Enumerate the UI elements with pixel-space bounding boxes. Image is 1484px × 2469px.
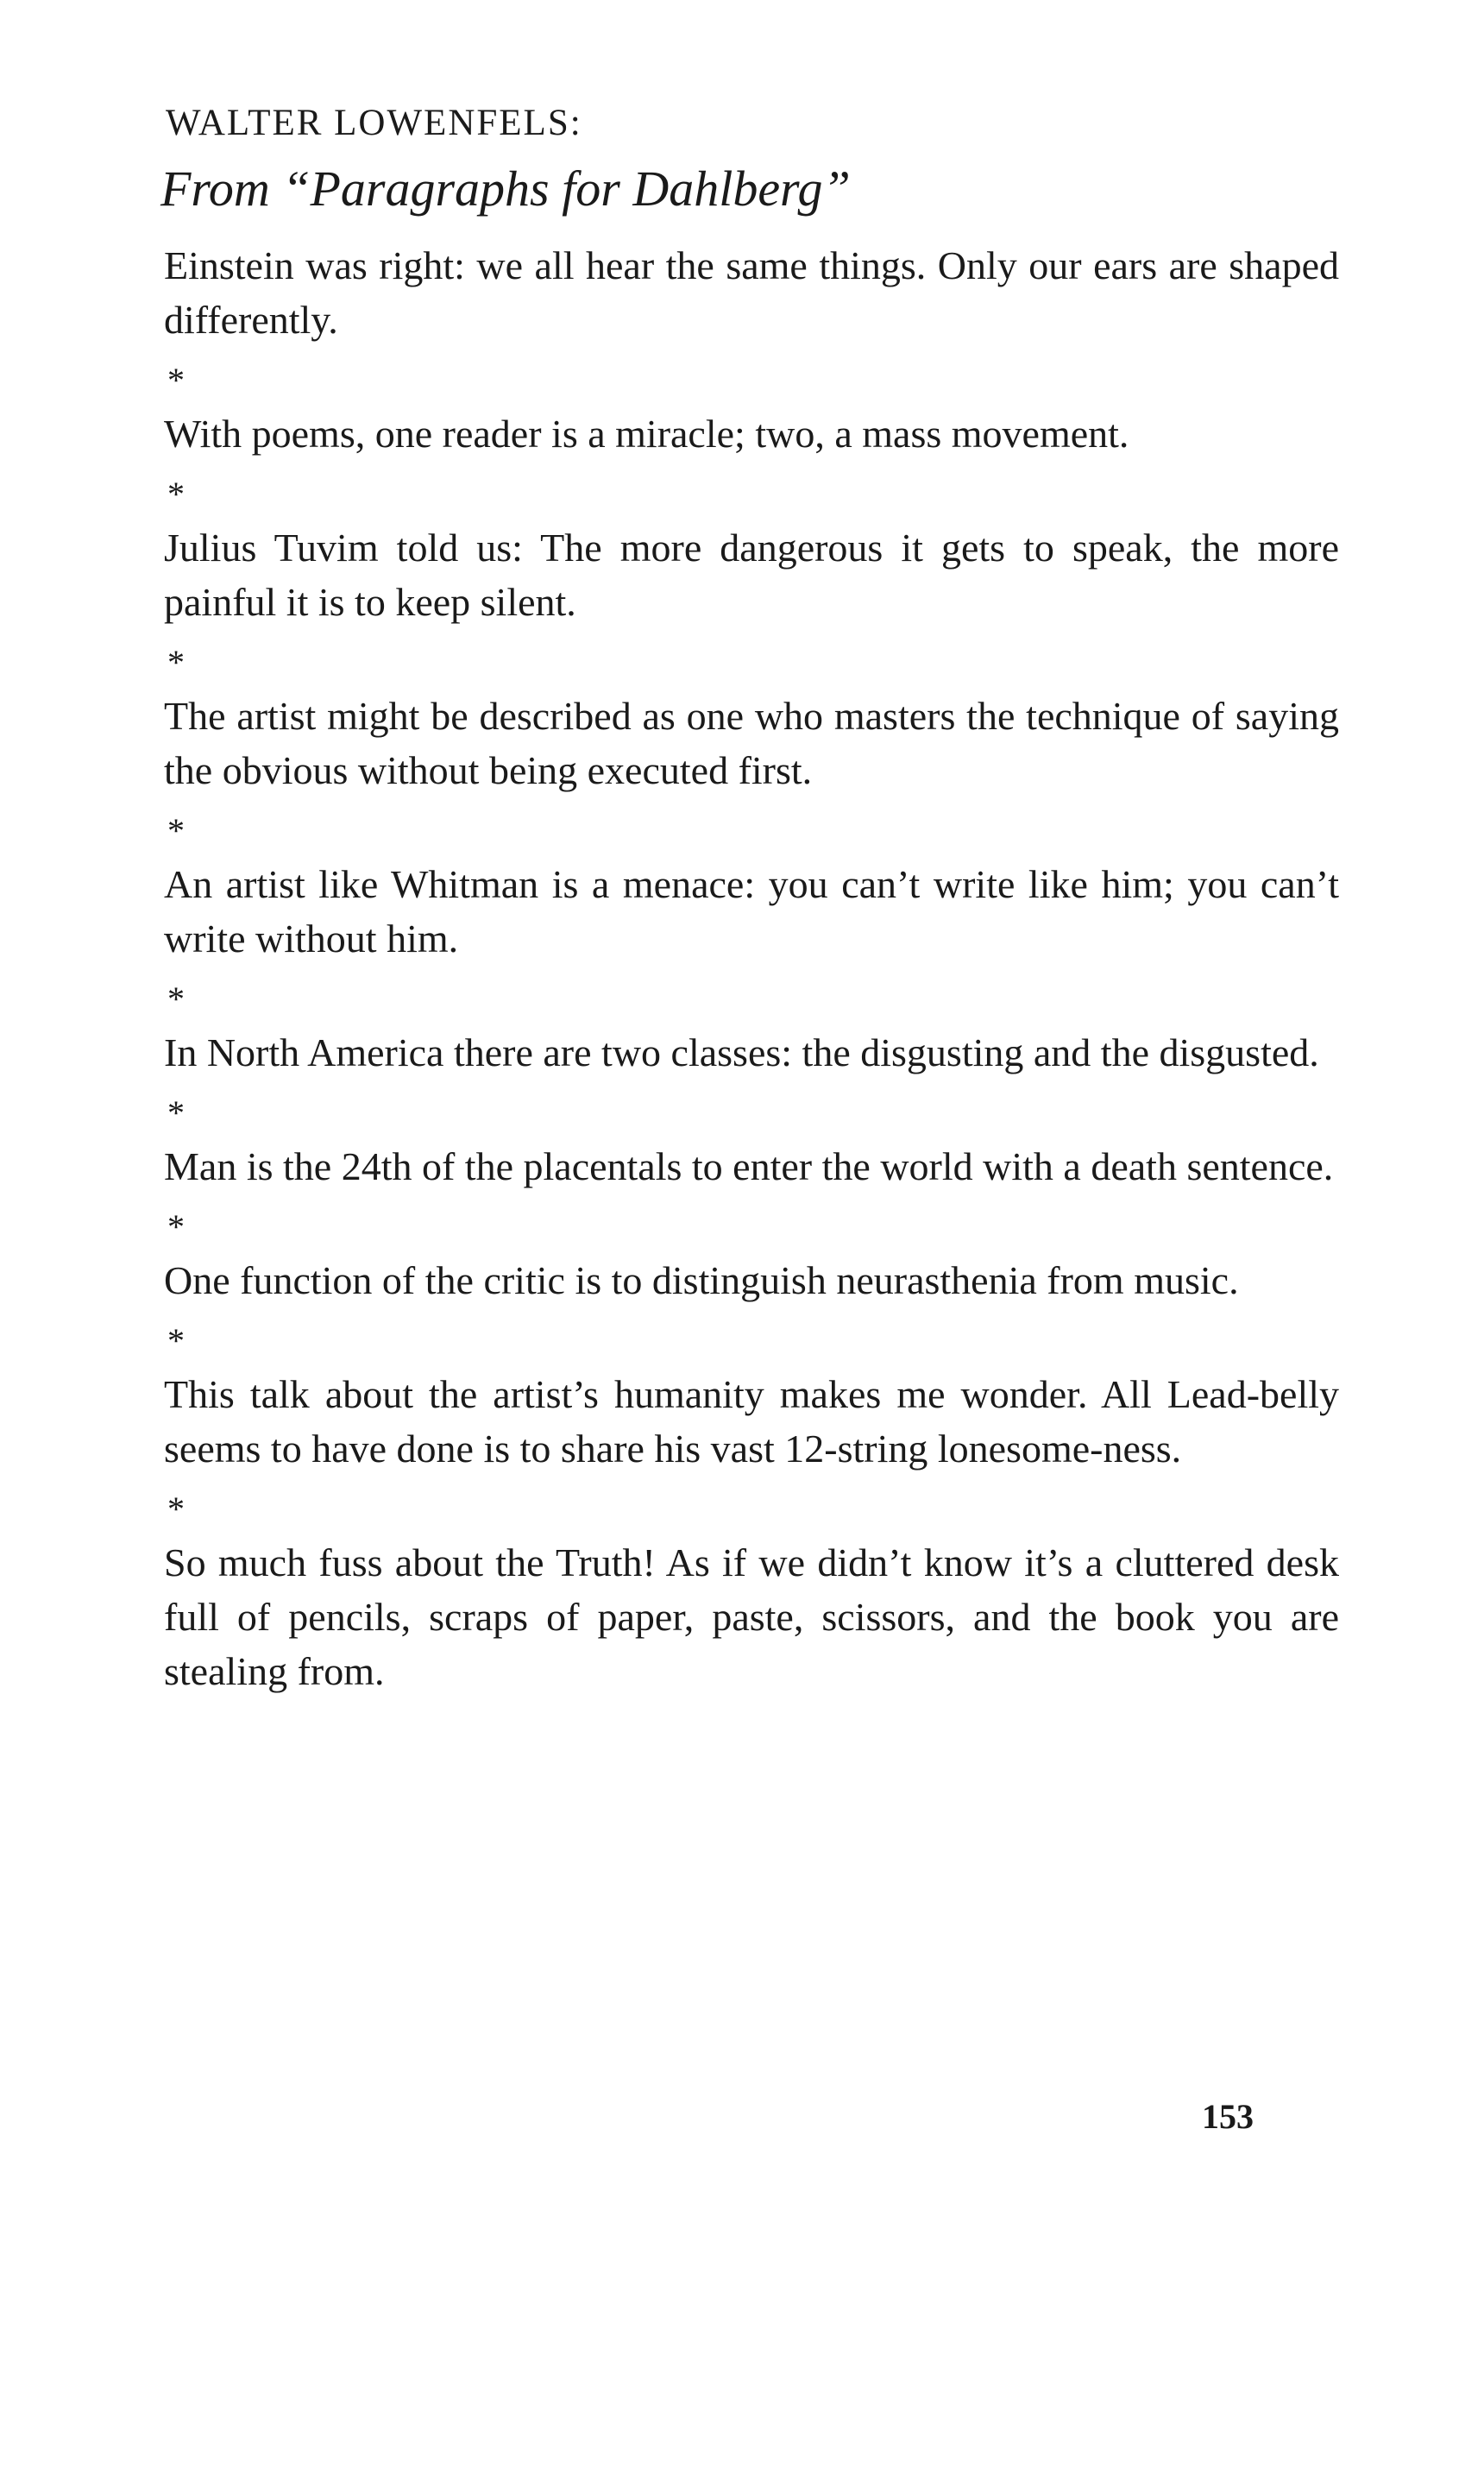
asterisk-separator: * — [167, 1207, 185, 1246]
author-heading: WALTER LOWENFELS: — [166, 103, 582, 143]
asterisk-separator: * — [167, 1321, 185, 1360]
page-number: 153 — [1202, 2097, 1254, 2136]
paragraph-text: So much fuss about the Truth! As if we didn’t know it’s a cluttered desk full of pencils, scraps of paper, paste, scissors, and the book you are stealing from. — [164, 1540, 1339, 1693]
paragraph-entry — [164, 1535, 1339, 1698]
paragraph-text: In North America there are two classes: the disgusting and the disgusted. — [164, 1030, 1319, 1074]
asterisk-separator: * — [167, 643, 185, 682]
asterisk-separator: * — [167, 1490, 185, 1528]
paragraph-text: Julius Tuvim told us: The more dangerous it gets to speak, the more painful it is to keep silent. — [164, 526, 1339, 624]
asterisk-separator: * — [167, 811, 185, 850]
paragraph-entry — [164, 689, 1339, 797]
paragraph-text: One function of the critic is to distinguish neurasthenia from music. — [164, 1258, 1239, 1302]
paragraph-text: Einstein was right: we all hear the same things. Only our ears are shaped differently. — [164, 243, 1339, 342]
paragraph-text: This talk about the artist’s humanity makes me wonder. All Lead-belly seems to have done is to share his vast 12-string lonesome-ness. — [164, 1372, 1339, 1471]
paragraph-text: With poems, one reader is a miracle; two, a mass movement. — [164, 412, 1129, 456]
paragraph-entry — [164, 1025, 1339, 1080]
paragraph-entry — [164, 1367, 1339, 1476]
paragraph-entry — [164, 1139, 1339, 1194]
asterisk-separator: * — [167, 979, 185, 1018]
paragraph-text: The artist might be described as one who masters the technique of saying the obvious without being executed first. — [164, 694, 1339, 792]
paragraph-entry — [164, 238, 1339, 347]
paragraph-entry — [164, 857, 1339, 966]
paragraphs-list — [164, 238, 1339, 1698]
asterisk-separator: * — [167, 1093, 185, 1132]
selection-title: From “Paragraphs for Dahlberg” — [160, 161, 851, 217]
paragraph-text: Man is the 24th of the placentals to enter the world with a death sentence. — [164, 1144, 1334, 1188]
paragraph-entry — [164, 520, 1339, 629]
paragraph-entry — [164, 406, 1339, 461]
asterisk-separator: * — [167, 361, 185, 400]
paragraph-entry — [164, 1253, 1339, 1307]
paragraph-text: An artist like Whitman is a menace: you can’t write like him; you can’t write without him. — [164, 862, 1339, 961]
asterisk-separator: * — [167, 475, 185, 513]
